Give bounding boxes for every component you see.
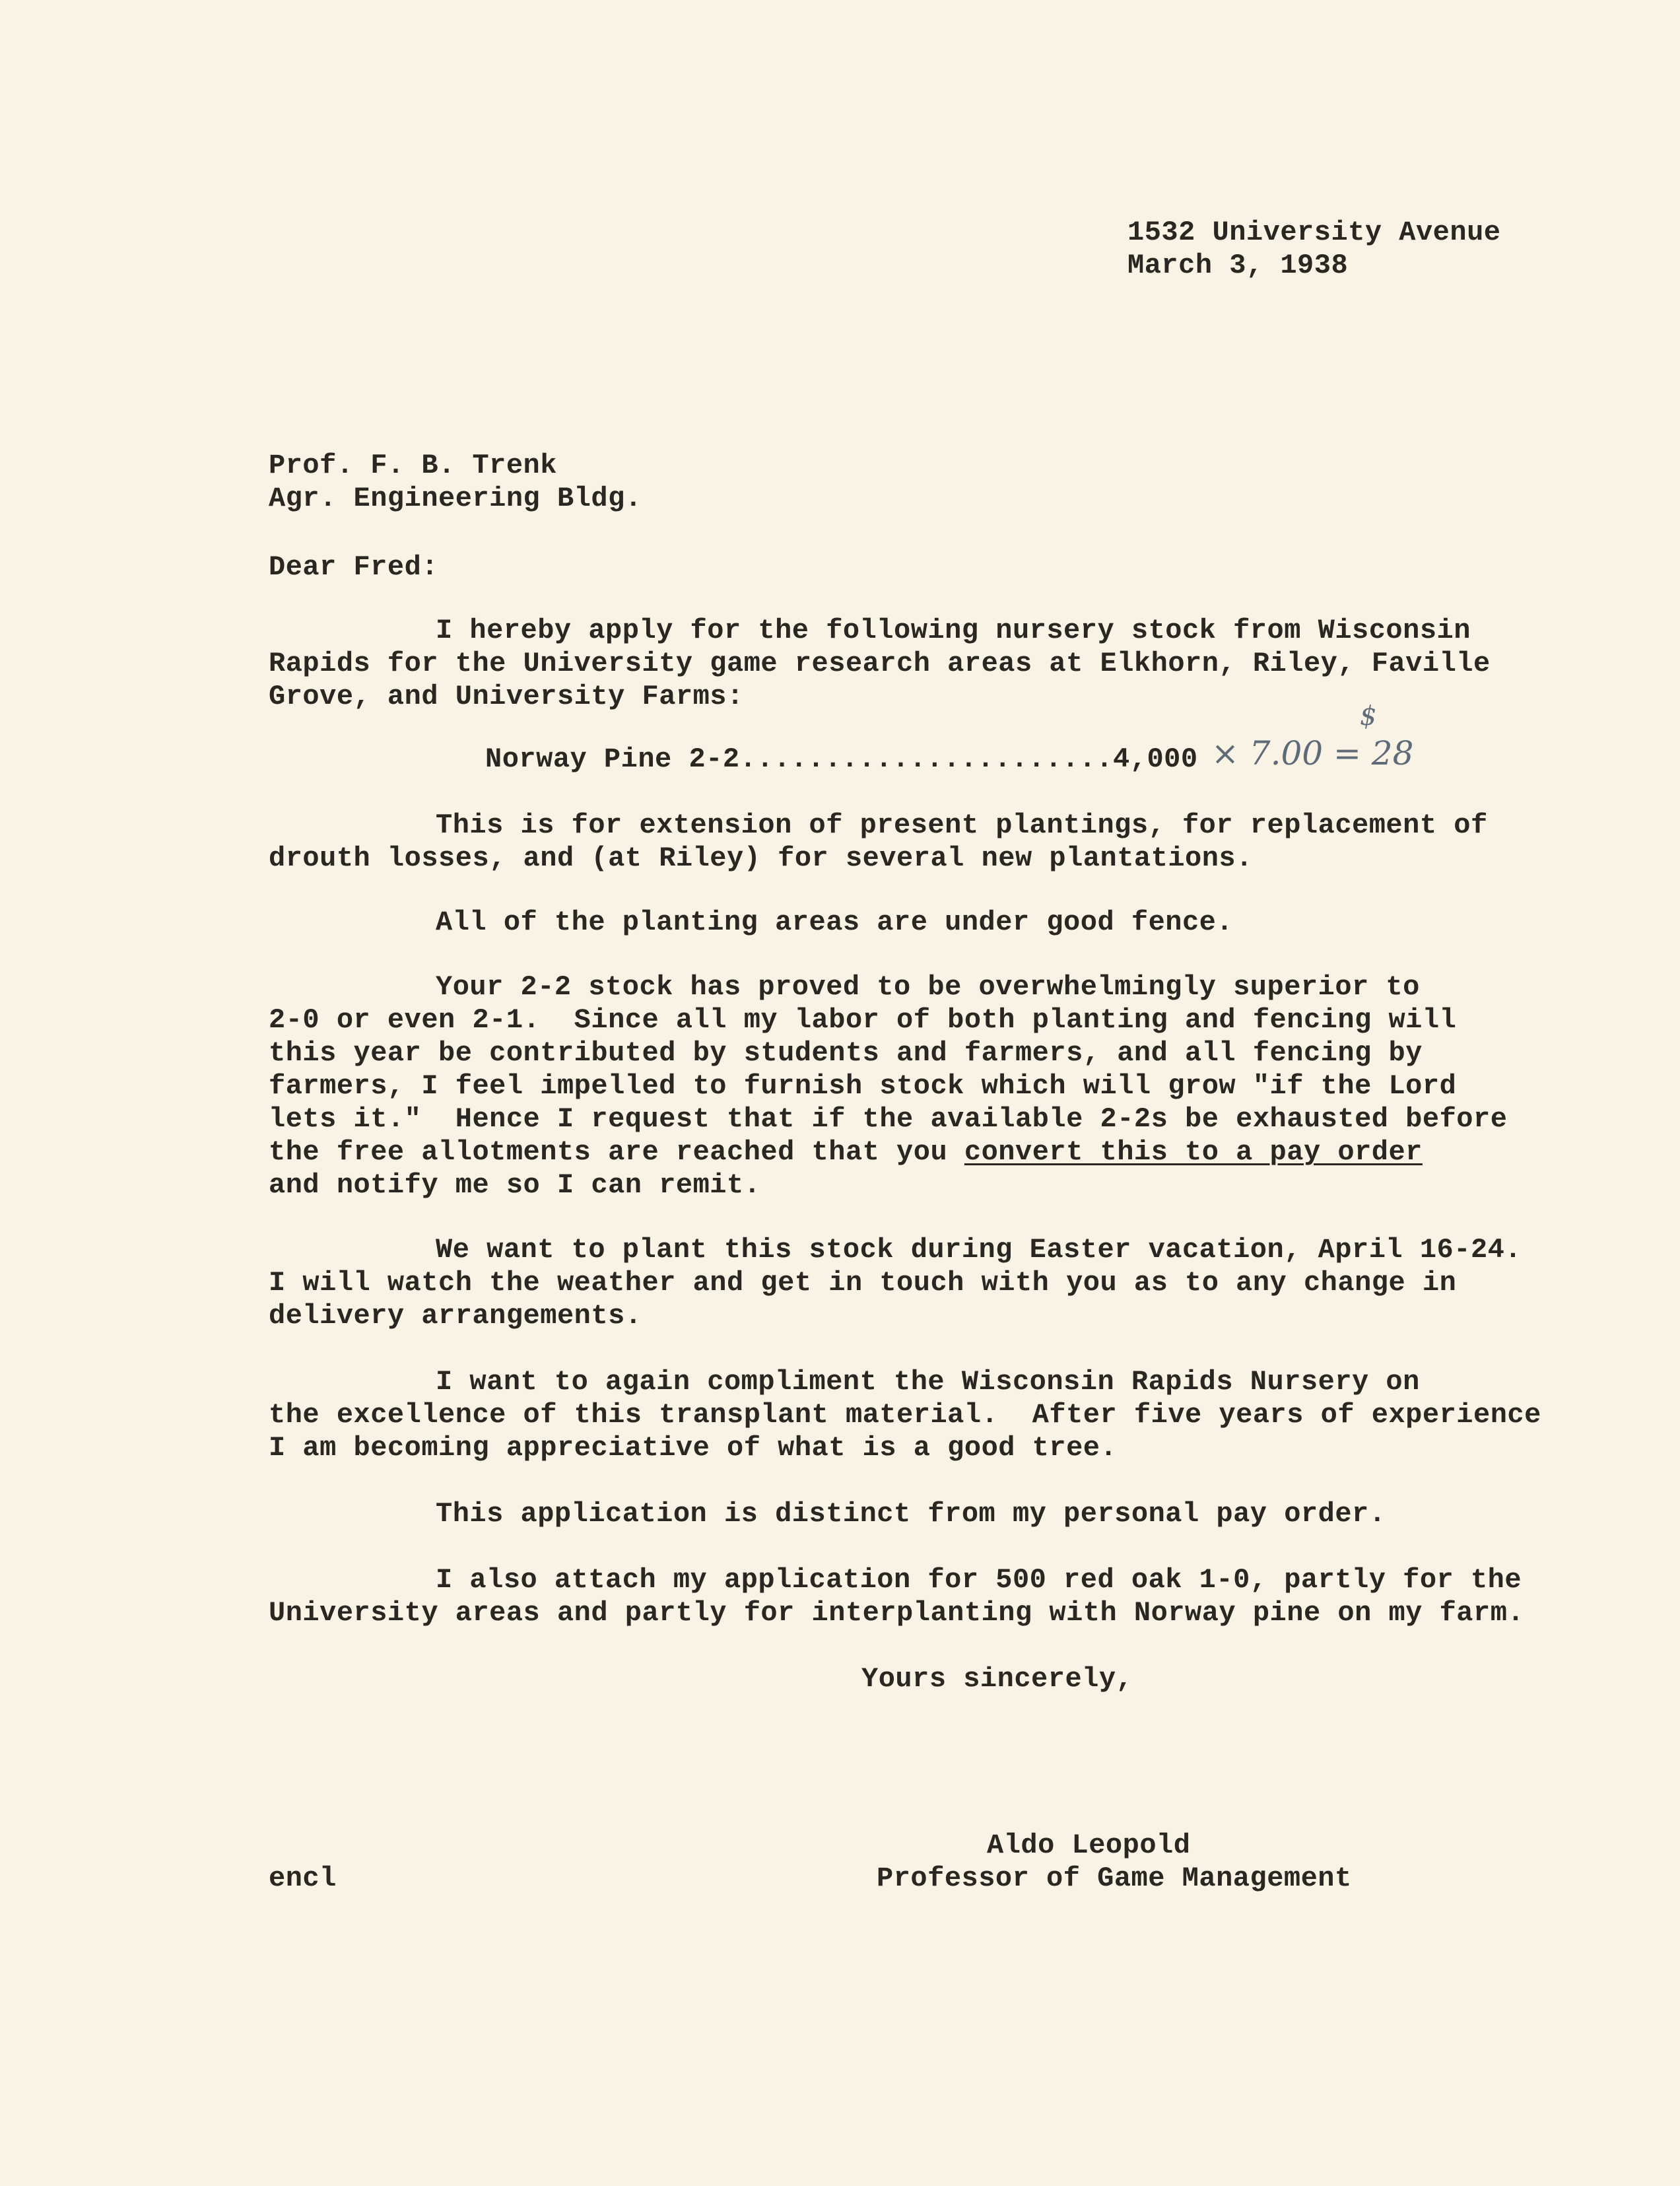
paragraph-4-line: farmers, I feel impelled to furnish stock which will grow "if the Lord [269, 1070, 1457, 1102]
closing: Yours sincerely, [861, 1663, 1133, 1695]
paragraph-4-line: lets it." Hence I request that if the available 2-2s be exhausted before [269, 1103, 1508, 1135]
letter-date: March 3, 1938 [1127, 250, 1349, 281]
enclosure-notation: encl [269, 1862, 337, 1894]
signature-title: Professor of Game Management [877, 1862, 1352, 1894]
paragraph-1-line: I hereby apply for the following nursery stock from Wisconsin [436, 615, 1471, 646]
sender-address: 1532 University Avenue [1127, 217, 1501, 248]
paragraph-1-line: Grove, and University Farms: [269, 681, 744, 712]
paragraph-8-line: I also attach my application for 500 red oak 1-0, partly for the [436, 1564, 1522, 1596]
paragraph-5-line: We want to plant this stock during Easter vacation, April 16-24. [436, 1234, 1522, 1266]
order-line: Norway Pine 2-2......................4,000 [485, 743, 1198, 775]
paragraph-8-line: University areas and partly for interplanting with Norway pine on my farm. [269, 1597, 1525, 1629]
paragraph-5-line: delivery arrangements. [269, 1300, 642, 1332]
paragraph-4-line: and notify me so I can remit. [269, 1169, 761, 1201]
underlined-request: convert this to a pay order [964, 1136, 1423, 1168]
paragraph-4-line [269, 1136, 1423, 1169]
handwritten-dollar-sign: $ [1360, 701, 1377, 732]
salutation: Dear Fred: [269, 551, 439, 583]
paragraph-6-line: I want to again compliment the Wisconsin Rapids Nursery on [436, 1366, 1420, 1398]
paragraph-7-line: This application is distinct from my personal pay order. [436, 1498, 1386, 1530]
signature-name: Aldo Leopold [987, 1829, 1191, 1861]
paragraph-2-line: drouth losses, and (at Riley) for several new plantations. [269, 842, 1253, 874]
paragraph-4-line: this year be contributed by students and farmers, and all fencing by [269, 1037, 1423, 1069]
paragraph-4-line: Your 2-2 stock has proved to be overwhelmingly superior to [436, 971, 1420, 1003]
paragraph-4-line: 2-0 or even 2-1. Since all my labor of both planting and fencing will [269, 1004, 1457, 1036]
recipient-building: Agr. Engineering Bldg. [269, 483, 642, 514]
paragraph-5-line: I will watch the weather and get in touch with you as to any change in [269, 1267, 1457, 1299]
paragraph-6-line: the excellence of this transplant material. After five years of experience [269, 1399, 1541, 1431]
handwritten-calculation: × 7.00 = 28 [1211, 734, 1414, 772]
line-text: the free allotments are reached that you [269, 1136, 964, 1168]
paragraph-6-line: I am becoming appreciative of what is a good tree. [269, 1432, 1118, 1464]
paragraph-3-line: All of the planting areas are under good fence. [436, 906, 1234, 938]
paragraph-2-line: This is for extension of present plantings, for replacement of [436, 809, 1488, 841]
recipient-name: Prof. F. B. Trenk [269, 450, 557, 481]
paragraph-1-line: Rapids for the University game research areas at Elkhorn, Riley, Faville [269, 648, 1491, 679]
